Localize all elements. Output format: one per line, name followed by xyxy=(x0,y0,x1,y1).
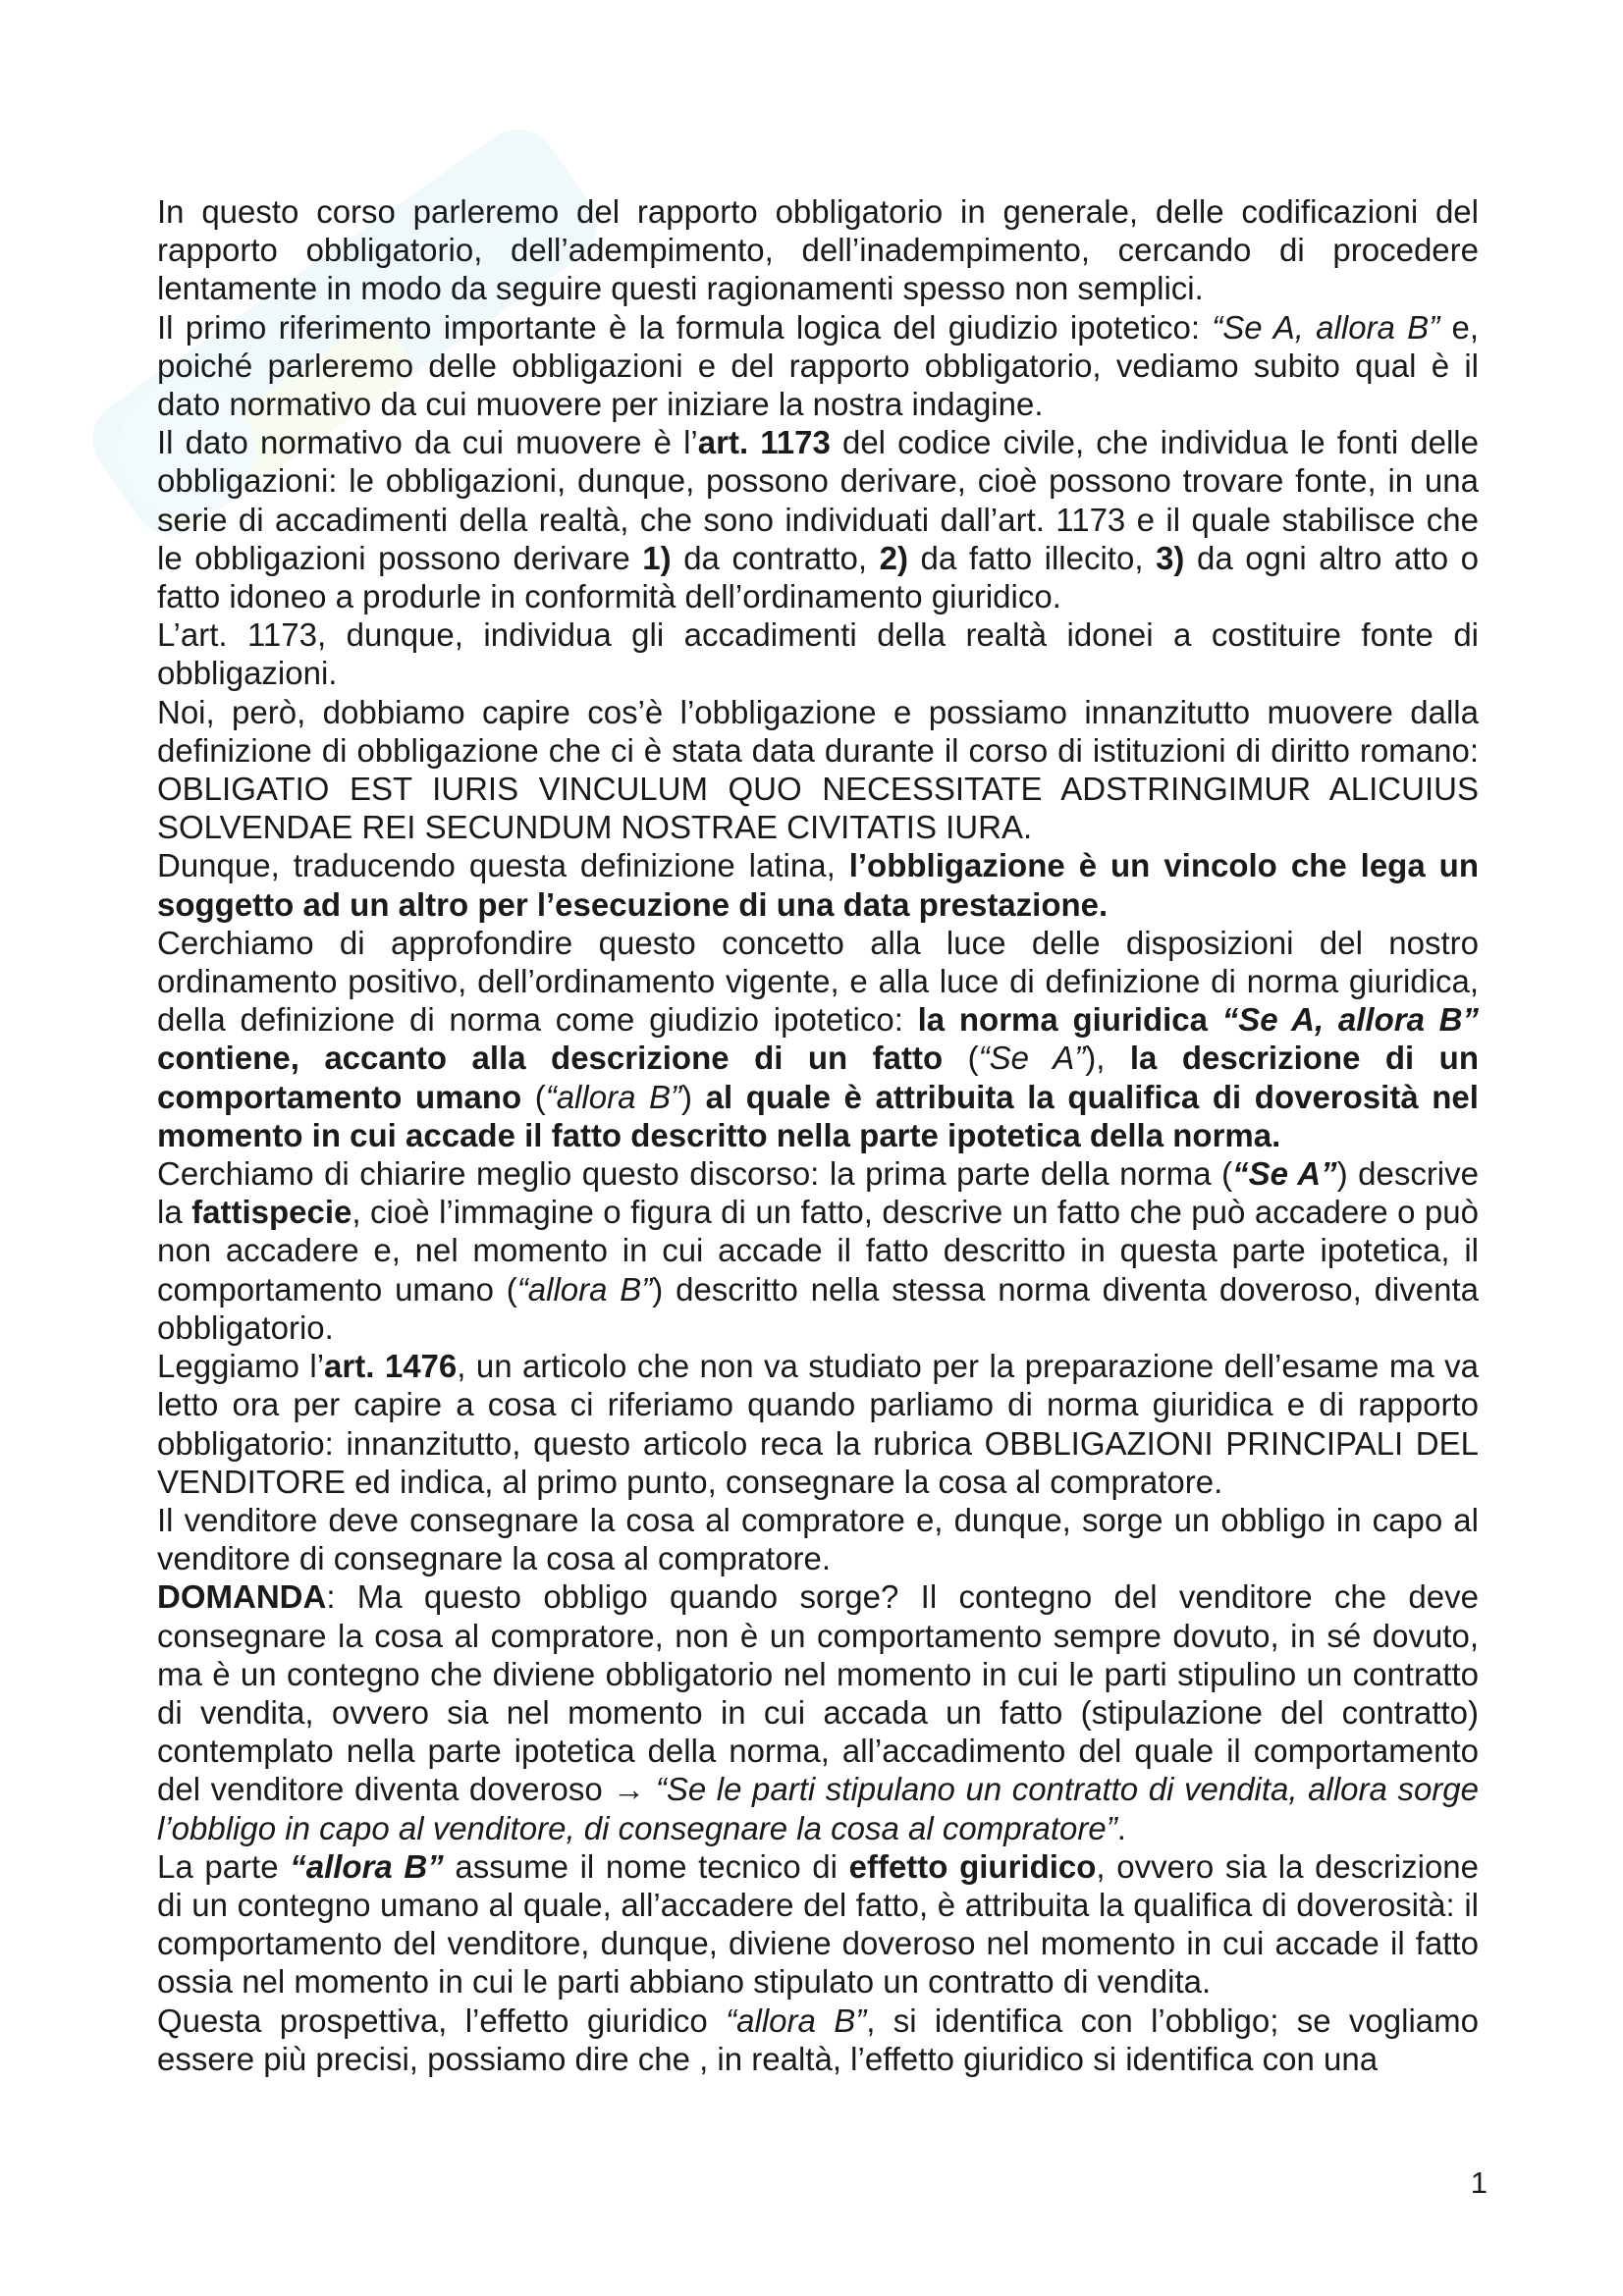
paragraph-domanda: DOMANDA: Ma questo obbligo quando sorge? Il contegno del venditore che deve consegnare la cosa al compratore, non è un comportamento sempre dovuto, in sé dovuto, ma è un contegno che diviene obbligatorio nel momento in cui le parti stipulino un contratto di vendita, ovvero sia nel momento in cui accada un fatto (stipulazione del contratto) contemplato nella parte ipotetica della norma, all’accadimento del quale il comportamento del venditore diventa doveroso → “Se le parti stipulano un contratto di vendita, allora sorge l’obbligo in capo al venditore, di consegnare la cosa al compratore”. xyxy=(157,1578,1479,1846)
paragraph-fattispecie: Cerchiamo di chiarire meglio questo discorso: la prima parte della norma (“Se A”) descrive la fattispecie, cioè l’immagine o figura di un fatto, descrive un fatto che può accadere o può non accadere e, nel momento in cui accade il fatto descritto in questa parte ipotetica, il comportamento umano (“allora B”) descritto nella stessa norma diventa doveroso, diventa obbligatorio. xyxy=(157,1155,1479,1346)
document-body xyxy=(157,192,1479,2078)
arrow-right-icon: → xyxy=(613,1771,646,1808)
paragraph-norma-giuridica: Cerchiamo di approfondire questo concetto alla luce delle disposizioni del nostro ordinamento positivo, dell’ordinamento vigente, e alla luce di definizione di norma giuridica, della definizione di norma come giudizio ipotetico: la norma giuridica “Se A, allora B” contiene, accanto alla descrizione di un fatto (“Se A”), la descrizione di un comportamento umano (“allora B”) al quale è attribuita la qualifica di doverosità nel momento in cui accade il fatto descritto nella parte ipotetica della norma. xyxy=(157,924,1480,1153)
paragraph-latin-definition: Noi, però, dobbiamo capire cos’è l’obbligazione e possiamo innanzitutto muovere dalla definizione di obbligazione che ci è stata data durante il corso di istituzioni di diritto romano: OBLIGATIO EST IURIS VINCULUM QUO NECESSITATE ADSTRINGIMUR ALICUIUS SOLVENDAE REI SECUNDUM NOSTRAE CIVITATIS IURA. xyxy=(157,693,1479,846)
paragraph-translation: Dunque, traducendo questa definizione latina, l’obbligazione è un vincolo che lega un soggetto ad un altro per l’esecuzione di una data prestazione. xyxy=(157,847,1479,923)
paragraph-venditore: Il venditore deve consegnare la cosa al compratore e, dunque, sorge un obbligo in capo al venditore di consegnare la cosa al compratore. xyxy=(157,1501,1479,1577)
paragraph-art-1173-summary: L’art. 1173, dunque, individua gli accadimenti della realtà idonei a costituire fonte di obbligazioni. xyxy=(157,616,1479,692)
paragraph-intro: In questo corso parleremo del rapporto obbligatorio in generale, delle codificazioni del rapporto obbligatorio, dell’adempimento, dell’inadempimento, cercando di procedere lentamente in modo da seguire questi ragionamenti spesso non semplici. xyxy=(157,193,1479,307)
paragraph-art-1173: Il dato normativo da cui muovere è l’art. 1173 del codice civile, che individua le fonti delle obbligazioni: le obbligazioni, dunque, possono derivare, cioè possono trovare fonte, in una serie di accadimenti della realtà, che sono individuati dall’art. 1173 e il quale stabilisce che le obbligazioni possono derivare 1) da contratto, 2) da fatto illecito, 3) da ogni altro atto o fatto idoneo a produrle in conformità dell’ordinamento giuridico. xyxy=(157,424,1479,615)
paragraph-art-1476: Leggiamo l’art. 1476, un articolo che non va studiato per la preparazione dell’esame ma va letto ora per capire a cosa ci riferiamo quando parliamo di norma giuridica e di rapporto obbligatorio: innanzitutto, questo articolo reca la rubrica OBBLIGAZIONI PRINCIPALI DEL VENDITORE ed indica, al primo punto, consegnare la cosa al compratore. xyxy=(157,1348,1479,1500)
paragraph-effetto-giuridico: La parte “allora B” assume il nome tecnico di effetto giuridico, ovvero sia la descrizione di un contegno umano al quale, all’accadere del fatto, è attribuita la qualifica di doverosità: il comportamento del venditore, dunque, diviene doveroso nel momento in cui accade il fatto ossia nel momento in cui le parti abbiano stipulato un contratto di vendita. xyxy=(157,1847,1480,2001)
paragraph-prospettiva: Questa prospettiva, l’effetto giuridico “allora B”, si identifica con l’obbligo; se vogliamo essere più precisi, possiamo dire che , in realtà, l’effetto giuridico si identifica con una xyxy=(157,2002,1479,2077)
page-number: 1 xyxy=(1470,2165,1488,2200)
paragraph-formula: Il primo riferimento importante è la formula logica del giudizio ipotetico: “Se A, allora B” e, poiché parleremo delle obbligazioni e del rapporto obbligatorio, vediamo subito qual è il dato normativo da cui muovere per iniziare la nostra indagine. xyxy=(157,308,1479,423)
